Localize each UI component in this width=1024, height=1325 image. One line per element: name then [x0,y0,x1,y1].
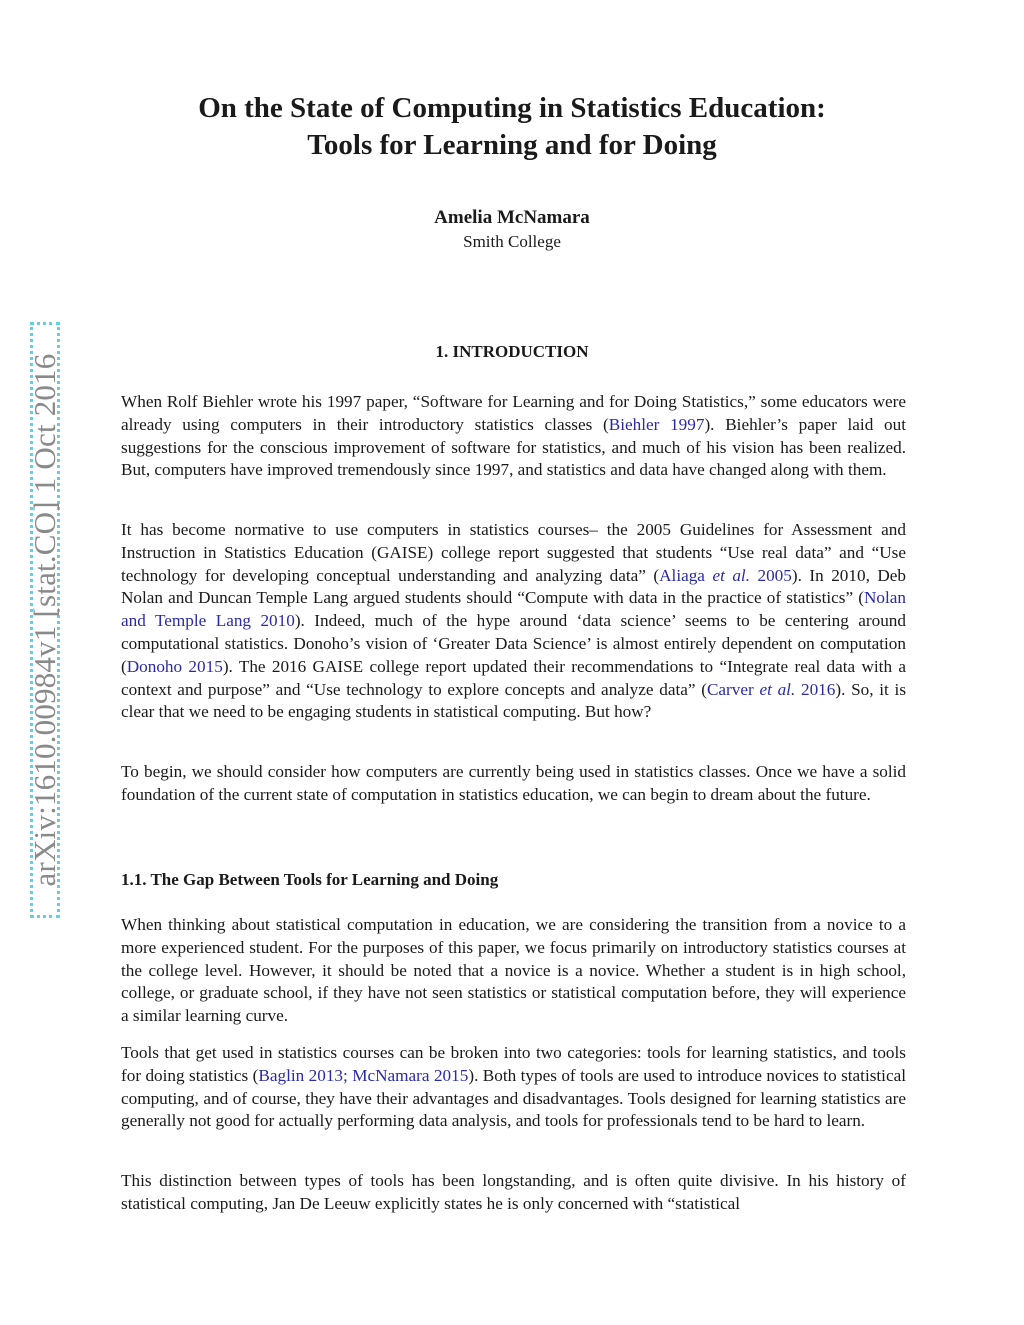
paragraph-6: This distinction between types of tools has been longstanding, and is often quite divisive. In his history of statistical computing, Jan De Leeuw explicitly states he is only concerned with “statistical [121,1171,906,1213]
subsection-heading: 1.1. The Gap Between Tools for Learning and Doing [121,870,499,889]
citation-link[interactable]: Baglin 2013 [258,1065,344,1085]
title-line-2: Tools for Learning and for Doing [307,129,717,161]
paragraph-4: When thinking about statistical computation in education, we are considering the transition from a novice to a more experienced student. For the purposes of this paper, we focus primarily on introductory statistics courses at the college level. However, it should be noted that a novice is a novice. Whether a student is in high school, college, or graduate school, if they have not seen statistics or statistical computation before, they will experience a similar learning curve. [121,915,906,1026]
author-affiliation: Smith College [463,232,561,251]
citation-link[interactable]: Nolan and Temple Lang 2010 [121,588,906,631]
paragraph-5: Tools that get used in statistics courses can be broken into two categories: tools for learning statistics, and tools for doing statistics (Baglin 2013; McNamara 2015). Both types of tools are used to introduce novices to statistical computing, and of course, they have their advantages and disadvantages. Tools designed for learning statistics are generally not good for actually performing data analysis, and tools for professionals tend to be hard to learn. [121,1043,906,1131]
citation-link[interactable]: Biehler 1997 [608,414,705,434]
citation-link[interactable]: Donoho 2015 [126,656,223,676]
paper-title [0,90,1024,164]
paragraph-2: It has become normative to use computers in statistics courses– the 2005 Guidelines for Assessment and Instruction in Statistics Education (GAISE) college report suggested that students “Use real data” and “Use technology for developing conceptual understanding and analyzing data” (Aliaga et al. 2005). In 2010, Deb Nolan and Duncan Temple Lang argued students should “Compute with data in the practice of statistics” (Nolan and Temple Lang 2010). Indeed, much of the hype around ‘data science’ seems to be centering around computational statistics. Donoho’s vision of ‘Greater Data Science’ is almost entirely dependent on computation (Donoho 2015). The 2016 GAISE college report updated their recommendations to “Integrate real data with a context and purpose” and “Use technology to explore concepts and analyze data” (Carver et al. 2016). So, it is clear that we need to be engaging students in statistical computing. But how? [121,520,907,722]
citation-link[interactable]: Aliaga et al. 2005 [659,565,792,585]
paragraph-3: To begin, we should consider how computers are currently being used in statistics classes. Once we have a solid foundation of the current state of computation in statistics education, we can begin to dream about the future. [121,762,906,804]
arxiv-stamp-text: arXiv:1610.00984v1 [stat.CO] 1 Oct 2016 [27,353,62,887]
section-heading-introduction: 1. INTRODUCTION [435,342,589,361]
author-name: Amelia McNamara [434,207,590,228]
paragraph-1: When Rolf Biehler wrote his 1997 paper, “Software for Learning and for Doing Statistics,” some educators were already using computers in their introductory statistics classes (Biehler 1997). Biehler’s paper laid out suggestions for the conscious improvement of software for statistics, and much of his vision has been realized. But, computers have improved tremendously since 1997, and statistics and data have changed along with them. [121,392,906,480]
arxiv-stamp [27,322,62,918]
title-line-1: On the State of Computing in Statistics Education: [198,92,826,124]
citation-link[interactable]: Carver et al. 2016 [706,679,836,699]
citation-link[interactable]: McNamara 2015 [352,1065,469,1085]
